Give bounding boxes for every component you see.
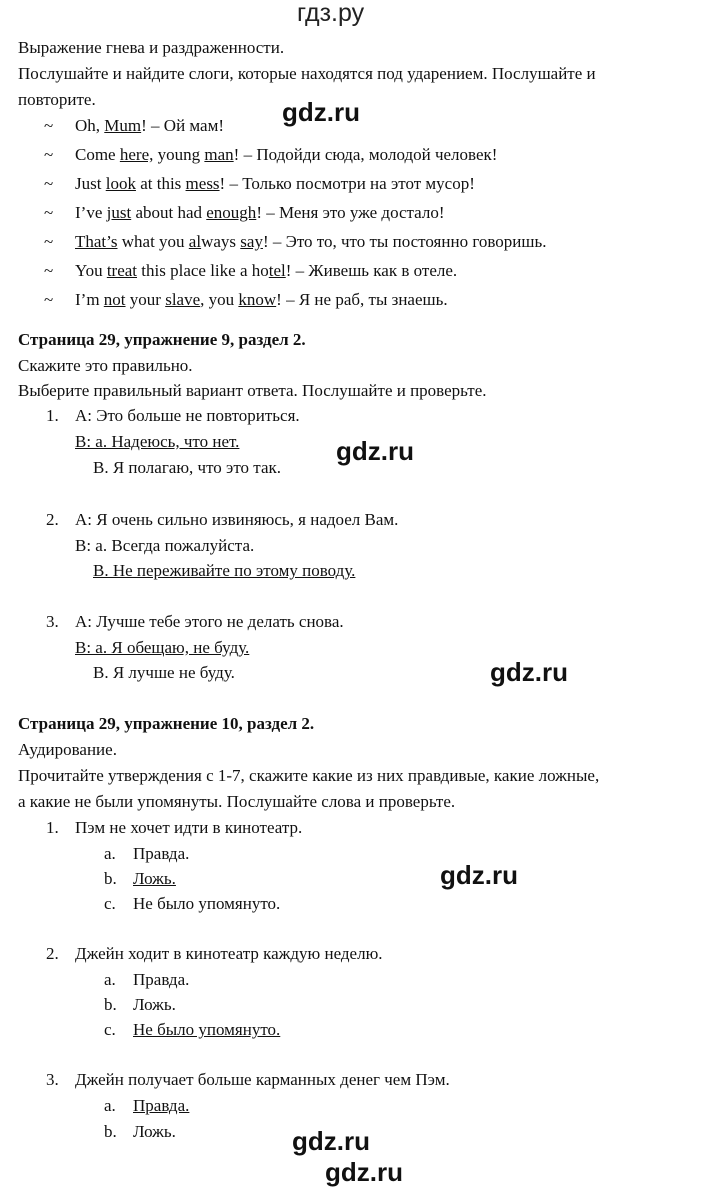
section3-instruction-line2: а какие не были упомянуты. Послушайте слова и проверьте. bbox=[18, 792, 456, 811]
phrase-segment: ways bbox=[201, 232, 241, 251]
phrase-segment: Oh, bbox=[75, 116, 105, 135]
dialog-line-a: A: Лучше тебе этого не делать снова. bbox=[75, 612, 344, 631]
watermark: gdz.ru bbox=[282, 97, 360, 127]
option-text: Ложь. bbox=[133, 995, 176, 1014]
phrase-segment: about had bbox=[131, 203, 207, 222]
dialog-line-b: B: a. Всегда пожалуйста. bbox=[75, 536, 255, 555]
watermark: gdz.ru bbox=[440, 860, 518, 890]
bullet-tilde: ~ bbox=[44, 174, 54, 193]
phrase-line bbox=[75, 261, 457, 281]
phrase-segment: ! – Живешь как в отеле. bbox=[285, 261, 458, 280]
phrase-segment: , you bbox=[200, 290, 239, 309]
option-text: Не было упомянуто. bbox=[133, 1020, 281, 1039]
dialog-line-c: B. Не переживайте по этому поводу. bbox=[93, 561, 356, 580]
phrase-segment: Just bbox=[75, 174, 106, 193]
section1-instruction-line2: повторите. bbox=[18, 90, 96, 109]
dialog-line-a: A: Это больше не повториться. bbox=[75, 406, 300, 425]
option-letter: c. bbox=[104, 1020, 116, 1039]
phrase-segment: young bbox=[153, 145, 205, 164]
watermark: gdz.ru bbox=[490, 657, 568, 687]
phrase-segment: I’ve bbox=[75, 203, 107, 222]
phrase-line bbox=[75, 203, 445, 223]
section2-instruction: Выберите правильный вариант ответа. Послушайте и проверьте. bbox=[18, 381, 487, 400]
phrase-line bbox=[75, 174, 475, 194]
item-number: 2. bbox=[46, 510, 59, 529]
question-number: 3. bbox=[46, 1070, 59, 1089]
stressed-syllable: just bbox=[106, 203, 132, 222]
phrase-segment: what you bbox=[117, 232, 189, 251]
phrase-segment: ! – Ой мам! bbox=[141, 116, 225, 135]
phrase-segment: Come bbox=[75, 145, 120, 164]
stressed-syllable: Mum bbox=[104, 116, 142, 135]
bullet-tilde: ~ bbox=[44, 116, 54, 135]
option-letter: c. bbox=[104, 894, 116, 913]
stressed-syllable: look bbox=[105, 174, 136, 193]
section3-subtitle: Аудирование. bbox=[18, 740, 117, 759]
option-text: Ложь. bbox=[133, 1122, 176, 1141]
bullet-tilde: ~ bbox=[44, 145, 54, 164]
stressed-syllable: tel bbox=[268, 261, 286, 280]
stressed-syllable: say bbox=[240, 232, 263, 251]
bullet-tilde: ~ bbox=[44, 232, 54, 251]
phrase-segment: ! – Это то, что ты постоянно говоришь. bbox=[262, 232, 547, 251]
section3-instruction-line1: Прочитайте утверждения с 1-7, скажите какие из них правдивые, какие ложные, bbox=[18, 766, 600, 785]
question-text: Пэм не хочет идти в кинотеатр. bbox=[75, 818, 303, 837]
stressed-syllable: enough bbox=[206, 203, 257, 222]
site-title: гдз.ру bbox=[297, 0, 365, 27]
phrase-segment: your bbox=[125, 290, 166, 309]
phrase-line bbox=[75, 232, 546, 252]
phrase-segment: I’m bbox=[75, 290, 104, 309]
dialog-line-c: B. Я лучше не буду. bbox=[93, 663, 235, 682]
dialog-line-a: A: Я очень сильно извиняюсь, я надоел Вам. bbox=[75, 510, 399, 529]
stressed-syllable: know bbox=[238, 290, 277, 309]
section2-subtitle: Скажите это правильно. bbox=[18, 356, 193, 375]
stressed-syllable: al bbox=[188, 232, 202, 251]
stressed-syllable: mess bbox=[185, 174, 220, 193]
stressed-syllable: not bbox=[103, 290, 126, 309]
option-letter: b. bbox=[104, 1122, 117, 1141]
item-number: 3. bbox=[46, 612, 59, 631]
stressed-syllable: here, bbox=[119, 145, 154, 164]
stressed-syllable: slave bbox=[165, 290, 201, 309]
stressed-syllable: man bbox=[204, 145, 234, 164]
phrase-segment: this place like a ho bbox=[137, 261, 269, 280]
phrase-line bbox=[75, 116, 224, 136]
item-number: 1. bbox=[46, 406, 59, 425]
dialog-line-b: B: a. Надеюсь, что нет. bbox=[75, 432, 240, 451]
stressed-syllable: treat bbox=[106, 261, 138, 280]
option-letter: b. bbox=[104, 995, 117, 1014]
phrase-segment: You bbox=[75, 261, 107, 280]
section1-title: Выражение гнева и раздраженности. bbox=[18, 38, 285, 57]
phrase-line bbox=[75, 290, 448, 310]
phrase-segment: ! – Я не раб, ты знаешь. bbox=[276, 290, 448, 309]
watermark: gdz.ru bbox=[325, 1157, 403, 1187]
watermark: gdz.ru bbox=[336, 436, 414, 466]
option-letter: a. bbox=[104, 970, 116, 989]
option-letter: a. bbox=[104, 844, 116, 863]
question-text: Джейн получает больше карманных денег чем Пэм. bbox=[75, 1070, 450, 1089]
dialog-line-b: B: a. Я обещаю, не буду. bbox=[75, 638, 250, 657]
option-letter: a. bbox=[104, 1096, 116, 1115]
watermark: gdz.ru bbox=[292, 1126, 370, 1156]
question-number: 2. bbox=[46, 944, 59, 963]
bullet-tilde: ~ bbox=[44, 261, 54, 280]
option-text: Ложь. bbox=[133, 869, 176, 888]
question-number: 1. bbox=[46, 818, 59, 837]
stressed-syllable: That’s bbox=[75, 232, 118, 251]
option-text: Правда. bbox=[133, 970, 190, 989]
phrase-segment: ! – Только посмотри на этот мусор! bbox=[219, 174, 475, 193]
question-text: Джейн ходит в кинотеатр каждую неделю. bbox=[75, 944, 383, 963]
option-letter: b. bbox=[104, 869, 117, 888]
section2-heading: Страница 29, упражнение 9, раздел 2. bbox=[18, 330, 306, 349]
phrase-segment: at this bbox=[135, 174, 186, 193]
section3-heading: Страница 29, упражнение 10, раздел 2. bbox=[18, 714, 315, 733]
option-text: Правда. bbox=[133, 1096, 190, 1115]
phrase-segment: ! – Меня это уже достало! bbox=[256, 203, 445, 222]
phrase-line bbox=[75, 145, 497, 165]
bullet-tilde: ~ bbox=[44, 290, 54, 309]
section1-instruction-line1: Послушайте и найдите слоги, которые находятся под ударением. Послушайте и bbox=[18, 64, 596, 83]
option-text: Не было упомянуто. bbox=[133, 894, 281, 913]
phrase-segment: ! – Подойди сюда, молодой человек! bbox=[233, 145, 498, 164]
option-text: Правда. bbox=[133, 844, 190, 863]
dialog-line-c: B. Я полагаю, что это так. bbox=[93, 458, 281, 477]
bullet-tilde: ~ bbox=[44, 203, 54, 222]
